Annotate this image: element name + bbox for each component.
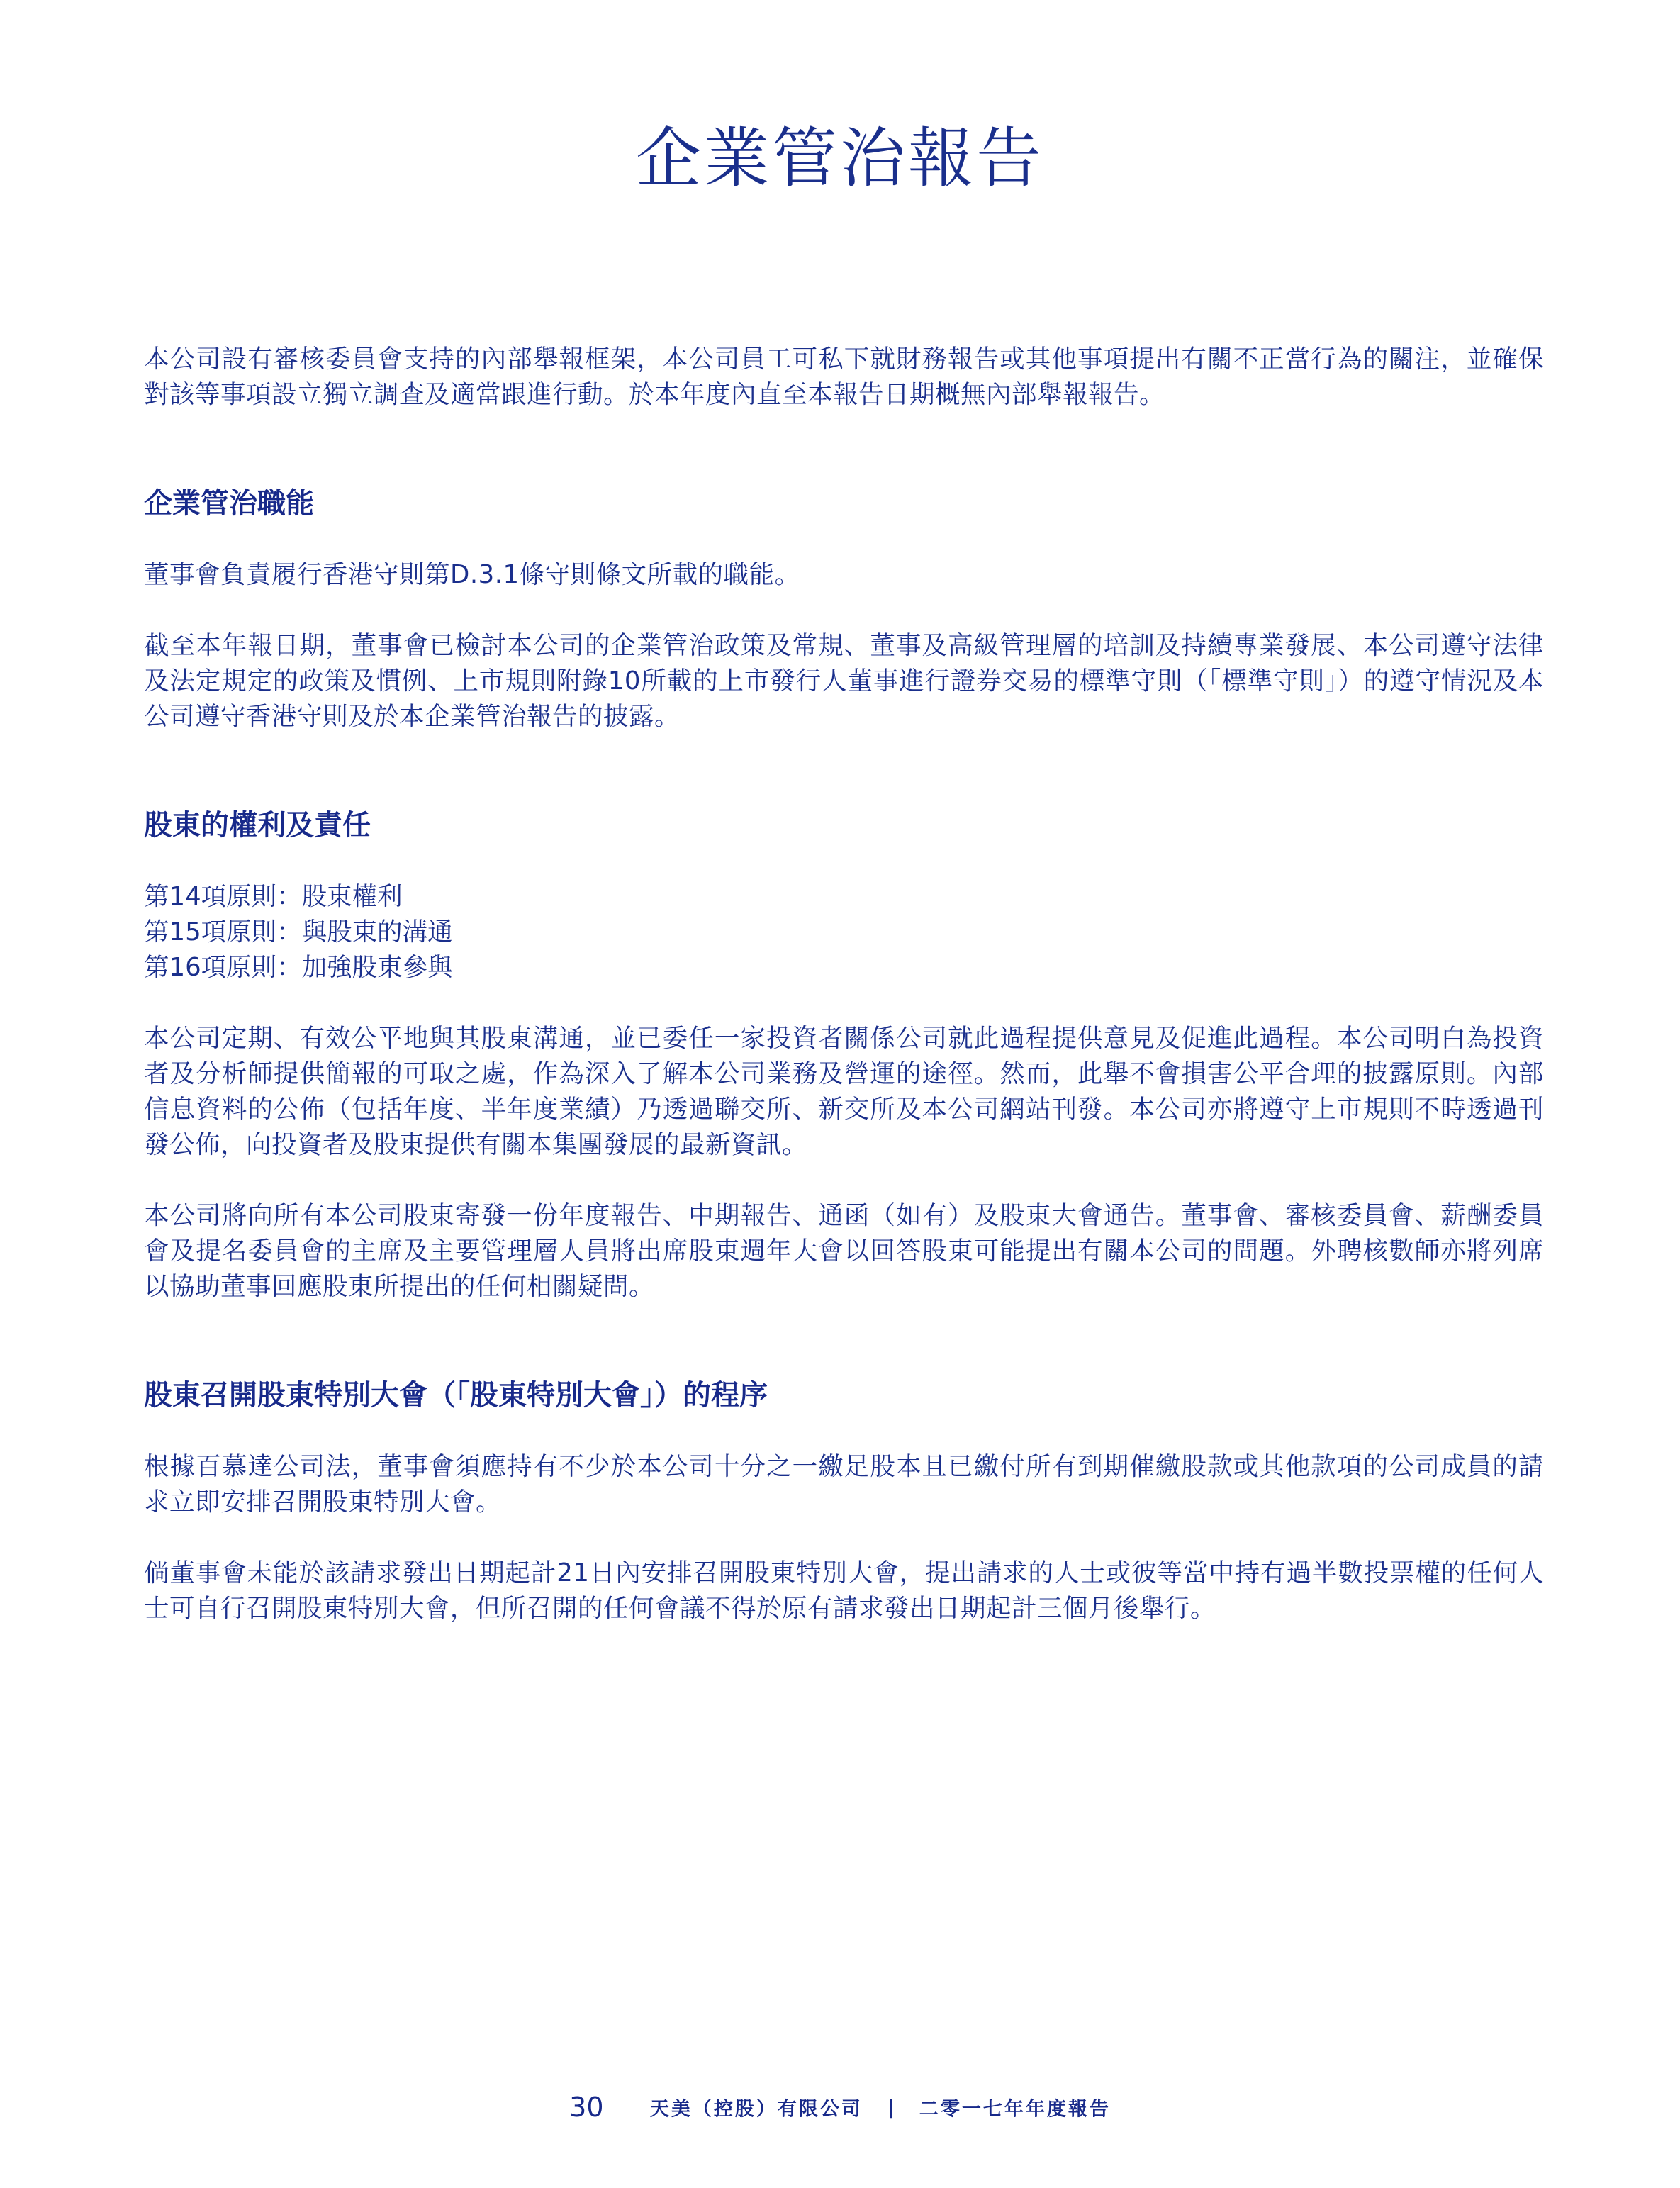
spacer: [144, 735, 1544, 805]
section-heading-governance: 企業管治職能: [144, 487, 314, 520]
section-heading-shareholders: 股東的權利及責任: [144, 809, 371, 842]
footer-report-title: 二零一七年年度報告: [919, 2098, 1111, 2121]
principle-item: 第14項原則：股東權利: [144, 882, 403, 911]
spacer: [144, 593, 1544, 628]
spacer: [144, 1415, 1544, 1449]
spacer: [144, 1520, 1544, 1556]
governance-paragraph-2: 截至本年報日期，董事會已檢討本公司的企業管治政策及常規、董事及高級管理層的培訓及持續專業發展、本公司遵守法律及法定規定的政策及慣例、上市規則附錄10所載的上市發行人董事進行證券交易的標準守則（「標準守則」）的遵守情況及本公司遵守香港守則及於本企業管治報告的披露。: [144, 631, 1544, 731]
sgm-paragraph-2: 倘董事會未能於該請求發出日期起計21日內安排召開股東特別大會，提出請求的人士或彼等當中持有過半數投票權的任何人士可自行召開股東特別大會，但所召開的任何會議不得於原有請求發出日期起計三個月後舉行。: [144, 1558, 1544, 1623]
sgm-paragraph-1: 根據百慕達公司法，董事會須應持有不少於本公司十分之一繳足股本且已繳付所有到期催繳股款或其他款項的公司成員的請求立即安排召開股東特別大會。: [144, 1452, 1544, 1517]
governance-paragraph-1: 董事會負責履行香港守則第D.3.1條守則條文所載的職能。: [144, 560, 800, 589]
principle-item: 第15項原則：與股東的溝通: [144, 917, 453, 947]
page-footer: [0, 2092, 1680, 2123]
shareholders-paragraph-1: 本公司定期、有效公平地與其股東溝通，並已委任一家投資者關係公司就此過程提供意見及促進此過程。本公司明白為投資者及分析師提供簡報的可取之處，作為深入了解本公司業務及營運的途徑。然而，此舉不會損害公平合理的披露原則。內部信息資料的公佈（包括年度、半年度業績）乃透過聯交所、新交所及本公司網站刊發。本公司亦將遵守上市規則不時透過刊發公佈，向投資者及股東提供有關本集團發展的最新資訊。: [144, 1024, 1544, 1159]
spacer: [144, 1163, 1544, 1198]
principle-item: 第16項原則：加強股東參與: [144, 953, 453, 982]
spacer: [144, 1305, 1544, 1375]
spacer: [144, 845, 1544, 879]
report-body: [144, 342, 1544, 1626]
footer-company-name: 天美（控股）有限公司: [649, 2098, 863, 2121]
page-number: 30: [569, 2092, 604, 2123]
intro-paragraph: 本公司設有審核委員會支持的內部舉報框架，本公司員工可私下就財務報告或其他事項提出有關不正當行為的關注，並確保對該等事項設立獨立調查及適當跟進行動。於本年度內直至本報告日期概無內部舉報報告。: [144, 345, 1544, 409]
spacer: [144, 523, 1544, 557]
spacer: [144, 986, 1544, 1021]
footer-separator: |: [887, 2096, 895, 2119]
shareholders-paragraph-2: 本公司將向所有本公司股東寄發一份年度報告、中期報告、通函（如有）及股東大會通告。董事會、審核委員會、薪酬委員會及提名委員會的主席及主要管理層人員將出席股東週年大會以回答股東可能提出有關本公司的問題。外聘核數師亦將列席以協助董事回應股東所提出的任何相關疑問。: [144, 1201, 1544, 1301]
page-title: 企業管治報告: [635, 121, 1044, 196]
spacer: [144, 413, 1544, 484]
section-heading-sgm: 股東召開股東特別大會（「股東特別大會」）的程序: [144, 1379, 768, 1412]
